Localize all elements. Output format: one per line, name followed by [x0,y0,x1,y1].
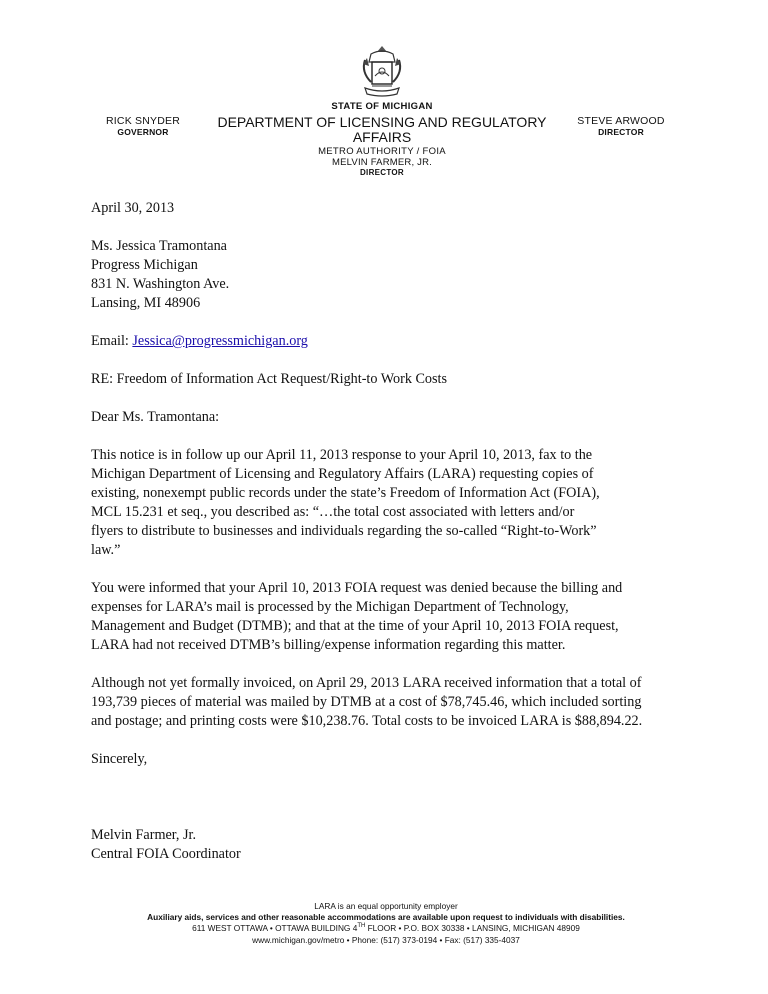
page-footer [80,901,692,946]
letterhead [212,101,552,178]
recipient-name: Ms. Jessica Tramontana [91,238,227,254]
paragraph-line: LARA had not received DTMB’s billing/expense information regarding this matter. [91,637,566,653]
footer-address-part: 611 WEST OTTAWA • OTTAWA BUILDING 4 [192,923,358,934]
division-name: METRO AUTHORITY / FOIA [318,146,446,157]
paragraph-line: existing, nonexempt public records under the state’s Freedom of Information Act (FOIA), [91,485,600,501]
paragraph-line: 193,739 pieces of material was mailed by DTMB at a cost of $78,745.46, which included sorting [91,694,642,710]
paragraph-3 [91,674,691,731]
email-line [91,332,691,351]
governor-title: GOVERNOR [117,127,169,137]
paragraph-2 [91,579,691,655]
department-name: DEPARTMENT OF LICENSING AND REGULATORY AFFAIRS [217,114,547,145]
paragraph-line: Michigan Department of Licensing and Regulatory Affairs (LARA) requesting copies of [91,466,594,482]
paragraph-line: flyers to distribute to businesses and individuals regarding the so-called “Right-to-Work” [91,523,597,539]
letter-body [91,199,691,864]
signer-name: Melvin Farmer, Jr. [91,827,197,843]
footer-address [80,923,692,934]
footer-accommodations: Auxiliary aids, services and other reasonable accommodations are available upon request to individuals with disabilities. [147,912,625,923]
paragraph-line: law.” [91,542,121,558]
recipient-city: Lansing, MI 48906 [91,295,201,311]
director-title: DIRECTOR [598,127,644,137]
subject-line: RE: Freedom of Information Act Request/Right-to Work Costs [91,371,448,387]
letter-date: April 30, 2013 [91,200,175,216]
footer-eeo: LARA is an equal opportunity employer [314,901,458,911]
paragraph-line: You were informed that your April 10, 2013 FOIA request was denied because the billing and [91,580,623,596]
director-name: STEVE ARWOOD [577,115,665,127]
governor-block [92,116,194,138]
email-label: Email: [91,333,129,349]
director-block [568,116,674,138]
recipient-org: Progress Michigan [91,257,198,273]
division-director-title: DIRECTOR [359,168,405,177]
paragraph-line: This notice is in follow up our April 11, 2013 response to your April 10, 2013, fax to the [91,447,593,463]
footer-contact: www.michigan.gov/metro • Phone: (517) 373-0194 • Fax: (517) 335-4037 [252,934,520,945]
paragraph-line: and postage; and printing costs were $10,238.76. Total costs to be invoiced LARA is $88,894.22. [91,713,643,729]
paragraph-line: expenses for LARA’s mail is processed by the Michigan Department of Technology, [91,599,569,615]
email-link[interactable]: Jessica@progressmichigan.org [132,333,308,349]
state-seal-icon [357,44,407,100]
salutation: Dear Ms. Tramontana: [91,409,220,425]
paragraph-1 [91,446,691,560]
footer-address-sup: TH [357,923,366,930]
state-name: STATE OF MICHIGAN [331,101,433,112]
governor-name: RICK SNYDER [106,115,180,127]
paragraph-line: MCL 15.231 et seq., you described as: “…the total cost associated with letters and/or [91,504,575,520]
closing: Sincerely, [91,751,148,767]
recipient-address [91,237,691,313]
paragraph-line: Management and Budget (DTMB); and that at the time of your April 10, 2013 FOIA request, [91,618,619,634]
signer-title: Central FOIA Coordinator [91,846,241,862]
footer-address-part: FLOOR • P.O. BOX 30338 • LANSING, MICHIGAN 48909 [365,923,580,934]
division-director-name: MELVIN FARMER, JR. [331,157,433,168]
paragraph-line: Although not yet formally invoiced, on April 29, 2013 LARA received information that a total of [91,675,642,691]
recipient-street: 831 N. Washington Ave. [91,276,230,292]
